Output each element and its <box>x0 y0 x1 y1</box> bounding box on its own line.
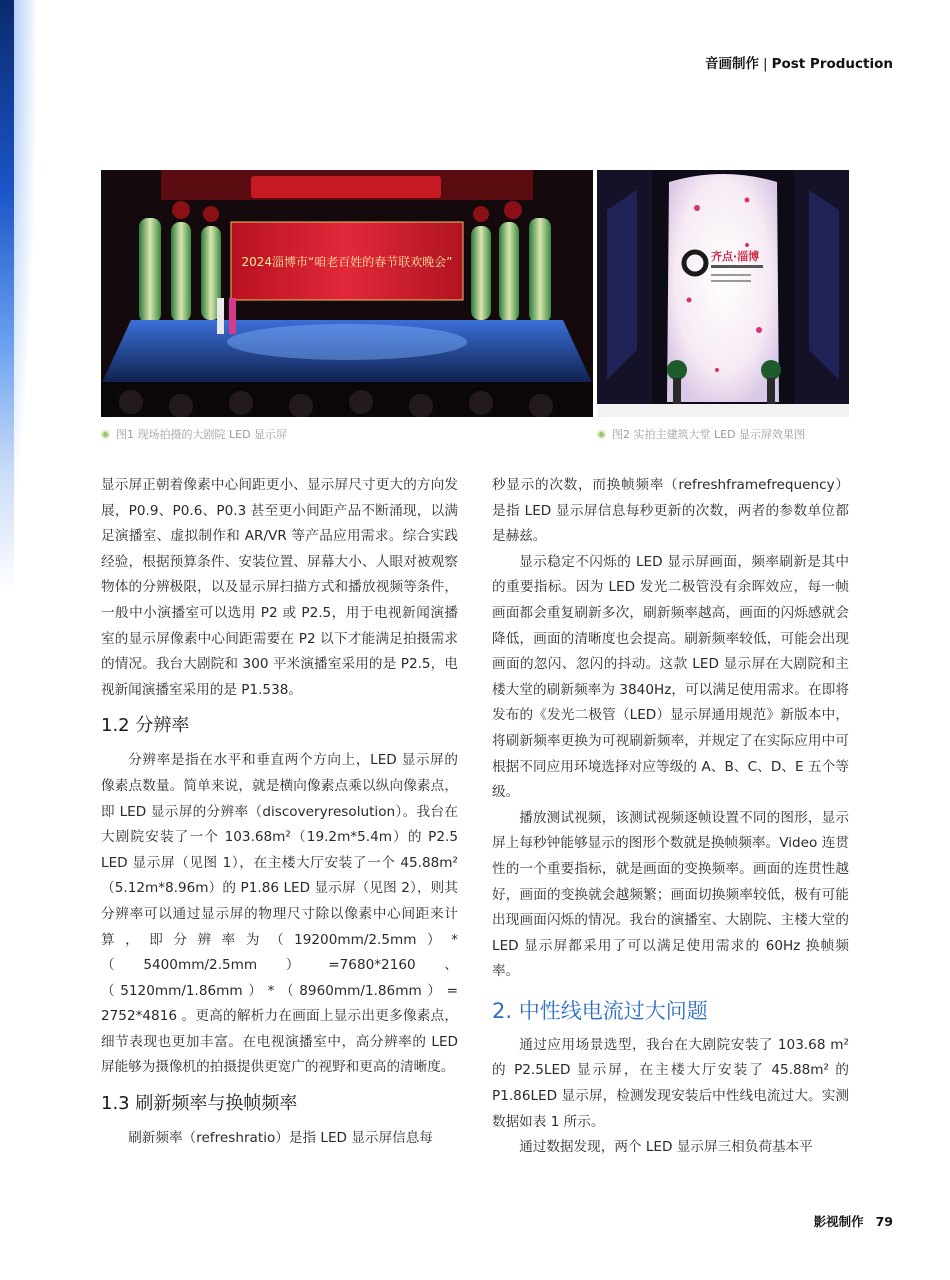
running-header <box>705 52 893 72</box>
figure-1-photo <box>101 170 593 417</box>
figure-2-caption <box>597 426 805 442</box>
page-edge-decoration <box>0 0 14 760</box>
header-section: 音画制作 <box>705 56 759 72</box>
right-text-column <box>492 473 849 1161</box>
paragraph: 通过数据发现，两个 LED 显示屏三相负荷基本平 <box>519 1139 813 1156</box>
paragraph: 秒显示的次数，而换帧频率（refreshframefrequency）是指 LED 显示屏信息每秒更新的次数，两者的参数单位都是赫兹。 <box>492 477 849 545</box>
section-heading: 1.3 刷新频率与换帧频率 <box>101 1093 298 1115</box>
page-footer <box>814 1212 893 1230</box>
paragraph: 显示稳定不闪烁的 LED 显示屏画面，频率刷新是其中的重要指标。因为 LED 发光二极管没有余晖效应，每一帧画面都会重复刷新多次，刷新频率越高，画面的闪烁感就会降低，画面的清晰度也会提高。刷新频率较低，可能会出现画面的忽闪、忽闪的抖动。这款 LED 显示屏在大剧院和主楼大堂的刷新频率为 3840Hz，可以满足使用需求。在即将发布的《发光二极管（LED）显示屏通用规范》新版本中，将刷新频率更换为可视刷新频率，并规定了在实际应用中可根据不同应用环境选择对应等级的 A、B、C、D、E 五个等级。 <box>492 553 849 801</box>
figure-2-photo <box>597 170 849 417</box>
caption-bullet-icon <box>597 430 606 439</box>
stage-screen-text: 2024淄博市“咱老百姓的春节联欢晚会” <box>241 255 453 269</box>
figure-2-caption-text: 图2 实拍主建筑大堂 LED 显示屏效果图 <box>612 428 806 441</box>
section-heading: 1.2 分辨率 <box>101 715 190 737</box>
caption-bullet-icon <box>101 430 110 439</box>
paragraph: 分辨率是指在水平和垂直两个方向上，LED 显示屏的像素点数量。简单来说，就是横向像素点乘以纵向像素点，即 LED 显示屏的分辨率（discoveryresolution）。我台在大剧院安装了一个 103.68m²（19.2m*5.4m）的 P2.5 LED 显示屏（见图 1），在主楼大厅安装了一个 45.88m²（5.12m*8.96m）的 P1.86 LED 显示屏（见图 2），则其分辨率可以通过显示屏的物理尺寸除以像素中心间距来计算，即分辨率为（19200mm/2.5mm）*（5400mm/2.5mm）=7680*2160、（5120mm/1.86mm）*（8960mm/1.86mm）= 2752*4816 。更高的解析力在画面上显示出更多像素点，细节表现也更加丰富。在电视演播室中，高分辨率的 LED 屏能够为摄像机的拍摄提供更宽广的视野和更高的清晰度。 <box>101 752 458 1076</box>
figure-1-caption-text: 图1 现场拍摄的大剧院 LED 显示屏 <box>116 428 288 441</box>
theater-stage-illustration <box>101 170 593 417</box>
paragraph: 显示屏正朝着像素中心间距更小、显示屏尺寸更大的方向发展，P0.9、P0.6、P0.3 甚至更小间距产品不断涌现，以满足演播室、虚拟制作和 AR/VR 等产品应用需求。综合实践经验，根据预算条件、安装位置、屏幕大小、人眼对被观察物体的分辨极限，以及显示屏扫描方式和播放视频等条件，一般中小演播室可以选用 P2 或 P2.5，用于电视新闻演播室的显示屏像素中心间距需要在 P2 以下才能满足拍摄需求的情况。我台大剧院和 300 平米演播室采用的是 P2.5，电视新闻演播室采用的是 P1.538。 <box>101 477 458 698</box>
lobby-logo-text: 齐点·淄博 <box>711 250 760 263</box>
paragraph: 刷新频率（refreshratio）是指 LED 显示屏信息每 <box>128 1130 433 1147</box>
header-separator: | <box>763 56 768 72</box>
paragraph: 通过应用场景选型，我台在大剧院安装了 103.68 m² 的 P2.5LED 显示屏，在主楼大厅安装了 45.88m² 的 P1.86LED 显示屏，检测发现安装后中性线电流过大。实测数据如表 1 所示。 <box>492 1036 849 1130</box>
section-heading: 2. 中性线电流过大问题 <box>492 998 708 1023</box>
left-text-column <box>101 473 458 1152</box>
lobby-screen-illustration <box>597 170 849 417</box>
header-english: Post Production <box>771 56 893 72</box>
footer-title: 影视制作 <box>813 1214 864 1229</box>
figure-1-caption <box>101 426 287 442</box>
paragraph: 播放测试视频，该测试视频逐帧设置不同的图形，显示屏上每秒钟能够显示的图形个数就是换帧频率。Video 连贯性的一个重要指标，就是画面的变换频率。画面的连贯性越好，画面的变换就会越频繁；画面切换频率较低，极有可能出现画面闪烁的情况。我台的演播室、大剧院、主楼大堂的 LED 显示屏都采用了可以满足使用需求的 60Hz 换帧频率。 <box>492 809 849 980</box>
page-number: 79 <box>875 1214 893 1229</box>
